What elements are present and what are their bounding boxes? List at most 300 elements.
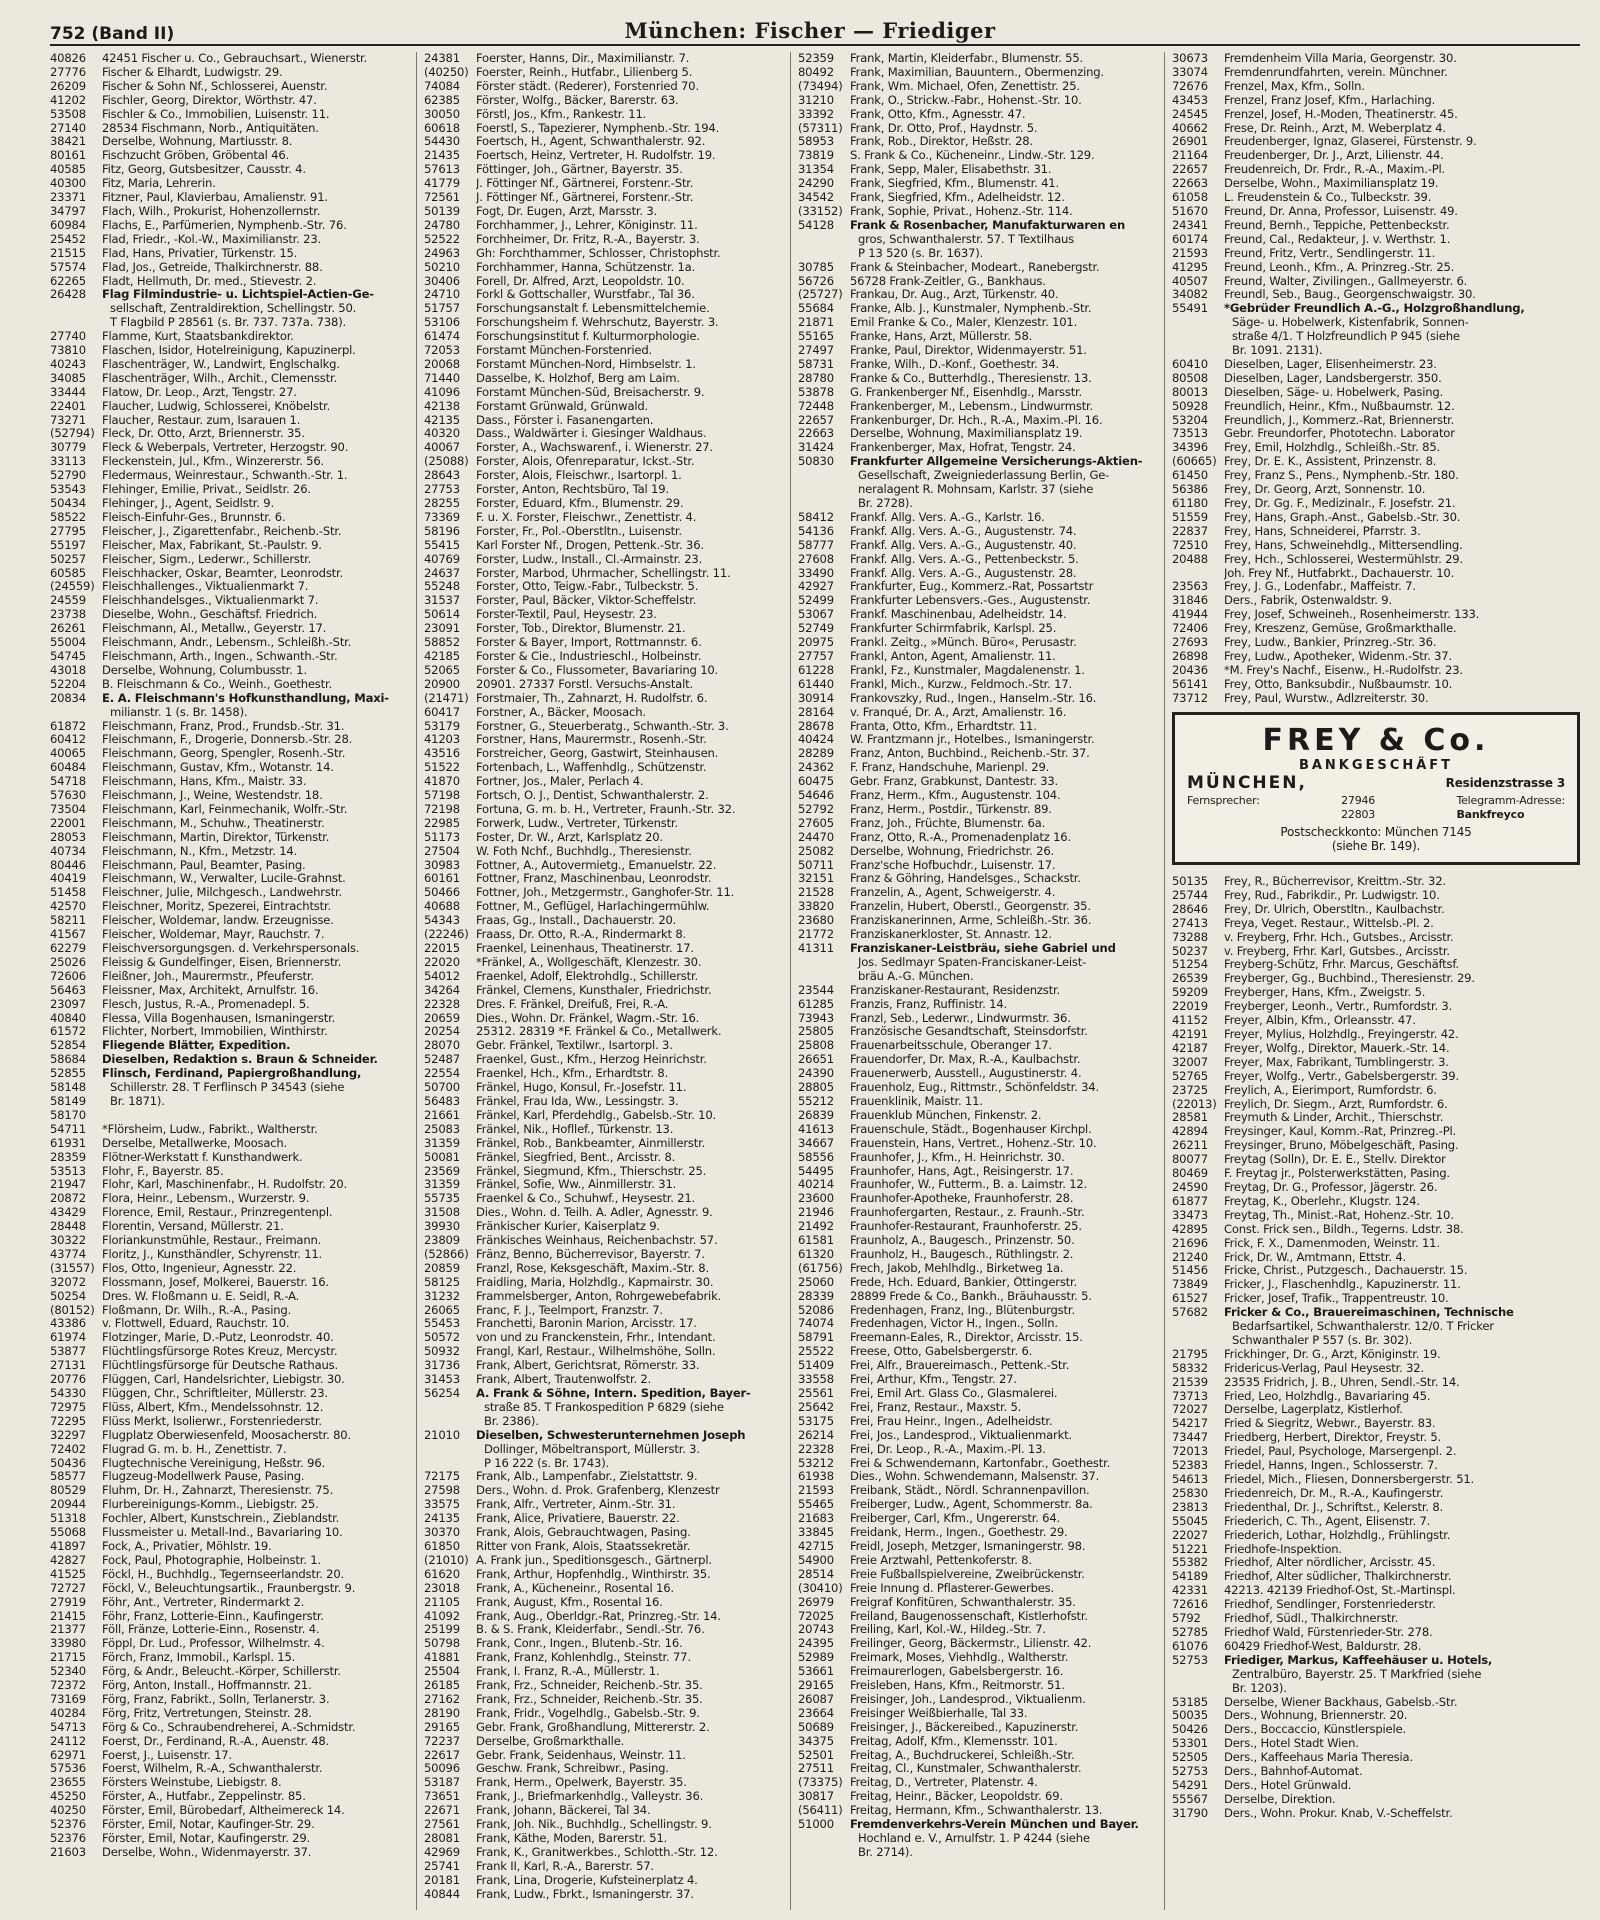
entry-phone-number: 33444 <box>50 384 86 399</box>
directory-entry <box>1172 108 1580 122</box>
entry-phone-number: 26065 <box>424 1302 460 1317</box>
entry-text: Fränkel, Clemens, Kunsthaler, Friedrichstr. <box>476 983 712 997</box>
directory-entry <box>424 163 782 177</box>
entry-phone-number: 58684 <box>50 1052 86 1067</box>
entry-text: Freytag, K., Oberlehr., Klugstr. 124. <box>1224 1194 1420 1208</box>
entry-phone-number: 24112 <box>50 1733 86 1748</box>
entry-text: Fortner, Jos., Maler, Perlach 4. <box>476 775 644 789</box>
directory-entry <box>424 1651 782 1665</box>
directory-entry <box>424 94 782 108</box>
entry-text: Freemann-Eales, R., Direktor, Arcisstr. 15. <box>850 1331 1083 1345</box>
entry-text: Foertsch, H., Agent, Schwanthalerstr. 92. <box>476 135 706 149</box>
directory-entry <box>50 539 408 553</box>
directory-entry <box>798 1707 1156 1721</box>
entry-text: Bedarfsartikel, Schwanthalerstr. 12/0. T Fricker <box>1232 1320 1494 1334</box>
entry-text: Franzl, Seb., Lederwr., Lindwurmstr. 36. <box>850 1011 1071 1025</box>
directory-entry <box>1172 400 1580 414</box>
entry-phone-number: 33575 <box>424 1497 460 1512</box>
entry-phone-number: 21528 <box>798 885 834 900</box>
directory-entry <box>424 1707 782 1721</box>
directory-entry <box>50 692 408 706</box>
directory-entry <box>1172 622 1580 636</box>
entry-phone-number: 27919 <box>50 1594 86 1609</box>
entry-phone-number: 24559 <box>50 593 86 608</box>
directory-entry <box>1172 372 1580 386</box>
entry-phone-number: 42827 <box>50 1552 86 1567</box>
directory-entry <box>424 511 782 525</box>
entry-text: Fischer & Sohn Nf., Schlosserei, Auenstr. <box>102 79 328 93</box>
directory-entry <box>50 344 408 358</box>
directory-entry <box>424 219 782 233</box>
directory-entry <box>424 900 782 914</box>
entry-phone-number: 34542 <box>798 190 834 205</box>
entry-text: Fortuna, G. m. b. H., Vertreter, Fraunh.-Str. 32. <box>476 802 736 816</box>
entry-text: Forster & Bayer, Import, Rottmannstr. 6. <box>476 636 702 650</box>
entry-phone-number: 41567 <box>50 927 86 942</box>
entry-text: Franke & Co., Butterhdlg., Theresienstr. 13. <box>850 371 1092 385</box>
entry-text: milianstr. 1 (s. Br. 1458). <box>110 705 248 719</box>
directory-entry <box>1172 135 1580 149</box>
directory-entry <box>798 400 1156 414</box>
entry-text: straße 4/1. T Holzfreundlich P 945 (siehe <box>1232 330 1460 344</box>
entry-text: Flatow, Dr. Leop., Arzt, Tengstr. 27. <box>102 385 297 399</box>
entry-phone-number: 50257 <box>50 551 86 566</box>
entry-text: Dieselben, Säge- u. Hobelwerk, Pasing. <box>1224 385 1444 399</box>
entry-text: Frauenholz, Eug., Rittmstr., Schönfeldstr. 34. <box>850 1081 1099 1095</box>
entry-phone-number: 40688 <box>424 899 460 914</box>
directory-entry <box>798 372 1156 386</box>
entry-phone-number: 21683 <box>798 1511 834 1526</box>
entry-phone-number: (22246) <box>424 927 469 942</box>
entry-phone-number: 21377 <box>50 1622 86 1637</box>
directory-entry <box>424 636 782 650</box>
directory-entry <box>424 1512 782 1526</box>
directory-entry <box>50 1568 408 1582</box>
ad-reference: (siehe Br. 149). <box>1331 839 1421 854</box>
directory-entry <box>1172 636 1580 650</box>
entry-phone-number: 43516 <box>424 746 460 761</box>
directory-entry <box>1172 931 1580 945</box>
entry-phone-number: 34082 <box>1172 287 1208 302</box>
entry-phone-number: 58577 <box>50 1469 86 1484</box>
entry-text: Fleischmann, Franz, Prod., Frundsb.-Str. 31. <box>102 719 345 733</box>
entry-phone-number: 21164 <box>1172 148 1208 163</box>
directory-entry <box>798 1220 1156 1234</box>
directory-entry <box>1172 525 1580 539</box>
directory-entry <box>50 1123 408 1137</box>
directory-entry <box>798 692 1156 706</box>
directory-entry <box>50 288 408 302</box>
directory-entry <box>424 970 782 984</box>
entry-text: Fraunhofer, Hans, Agt., Reisingerstr. 17. <box>850 1164 1074 1178</box>
directory-entry <box>1172 1626 1580 1640</box>
directory-entry <box>1172 1167 1580 1181</box>
entry-phone-number: 80013 <box>1172 384 1208 399</box>
directory-entry <box>798 1373 1156 1387</box>
entry-text: Freitag, Hermann, Kfm., Schwanthalerstr. 13. <box>850 1804 1103 1818</box>
entry-text: Freytag, Th., Minist.-Rat, Hohenz.-Str. 10. <box>1224 1208 1454 1222</box>
directory-entry <box>424 803 782 817</box>
entry-phone-number: 23371 <box>50 190 86 205</box>
directory-entry <box>1172 1181 1580 1195</box>
directory-entry <box>798 386 1156 400</box>
directory-entry <box>1172 1390 1580 1404</box>
entry-text: Frankfurter Lebensvers.-Ges., Augustenstr. <box>850 594 1091 608</box>
entry-phone-number: 43018 <box>50 662 86 677</box>
entry-text: Ders., Hotel Grünwald. <box>1224 1778 1352 1792</box>
entry-phone-number: 39930 <box>424 1219 460 1234</box>
entry-phone-number: 31453 <box>424 1372 460 1387</box>
entry-text: Förg, & Andr., Beleucht.-Körper, Schillerstr. <box>102 1665 341 1679</box>
directory-entry <box>798 1429 1156 1443</box>
entry-phone-number: 42715 <box>798 1538 834 1553</box>
entry-phone-number: 40826 <box>50 52 86 65</box>
entry-phone-number: 22001 <box>50 815 86 830</box>
entry-text: Fränkel, Sofie, Ww., Ainmillerstr. 31. <box>476 1178 677 1192</box>
entry-phone-number: 23738 <box>50 607 86 622</box>
directory-entry <box>50 553 408 567</box>
entry-phone-number: 28678 <box>798 718 834 733</box>
entry-phone-number: 20181 <box>424 1872 460 1887</box>
entry-text: Franke, Alb. J., Kunstmaler, Nymphenb.-Str. <box>850 302 1092 316</box>
entry-phone-number: 53185 <box>1172 1694 1208 1709</box>
directory-entry <box>1172 427 1580 441</box>
entry-text: Forchhammer, J., Lehrer, Königinstr. 11. <box>476 218 698 232</box>
entry-phone-number: 42927 <box>798 579 834 594</box>
directory-entry <box>50 942 408 956</box>
entry-phone-number: 72237 <box>424 1733 460 1748</box>
entry-phone-number: 21603 <box>50 1844 86 1859</box>
entry-text: Gh: Forchthammer, Schlosser, Christophstr. <box>476 246 721 260</box>
entry-text: J. Föttinger Nf., Gärtnerei, Forstenr.-Str. <box>476 177 694 191</box>
directory-entry <box>798 998 1156 1012</box>
entry-text: Frick, Dr. W., Amtmann, Ettstr. 4. <box>1224 1250 1407 1264</box>
entry-phone-number: 41613 <box>798 1121 834 1136</box>
directory-entry <box>424 302 782 316</box>
entry-phone-number: 34667 <box>798 1135 834 1150</box>
directory-entry <box>50 261 408 275</box>
entry-phone-number: 25744 <box>1172 887 1208 902</box>
entry-phone-number: 28643 <box>424 468 460 483</box>
entry-phone-number: 23018 <box>424 1580 460 1595</box>
entry-text: 28899 Frede & Co., Bankh., Bräuhausstr. 5. <box>850 1289 1092 1303</box>
entry-text: Ders., Boccaccio, Künstlerspiele. <box>1224 1723 1406 1737</box>
directory-entry <box>424 1276 782 1290</box>
entry-phone-number: 43453 <box>1172 92 1208 107</box>
entry-phone-number: 61620 <box>424 1566 460 1581</box>
entry-text: Frank, I. Franz, R.-A., Müllerstr. 1. <box>476 1665 660 1679</box>
directory-entry <box>50 650 408 664</box>
entry-phone-number: 25452 <box>50 231 86 246</box>
entry-text: Flachs, E., Parfümerien, Nymphenb.-Str. 76. <box>102 218 347 232</box>
entry-text: Franke, Wilh., D.-Konf., Goethestr. 34. <box>850 357 1059 371</box>
entry-phone-number: 55684 <box>798 301 834 316</box>
entry-phone-number: 53212 <box>798 1455 834 1470</box>
entry-phone-number: 72053 <box>424 343 460 358</box>
entry-text: Franz, Otto, R.-A., Promenadenplatz 16. <box>850 830 1071 844</box>
directory-entry <box>1172 958 1580 972</box>
entry-phone-number: 50035 <box>1172 1708 1208 1723</box>
directory-entry <box>424 1025 782 1039</box>
entry-phone-number: 55567 <box>1172 1791 1208 1806</box>
directory-entry <box>50 580 408 594</box>
entry-text: Forster, A., Wachswarenf., i. Wienerstr. 27. <box>476 441 713 455</box>
directory-entry <box>424 1804 782 1818</box>
entry-phone-number: 41881 <box>424 1650 460 1665</box>
entry-phone-number: 51409 <box>798 1358 834 1373</box>
directory-entry <box>798 1067 1156 1081</box>
entry-phone-number: 24637 <box>424 565 460 580</box>
entry-phone-number: 25504 <box>424 1664 460 1679</box>
entry-phone-number: 34375 <box>798 1733 834 1748</box>
directory-entry <box>50 1651 408 1665</box>
entry-phone-number: 55197 <box>50 537 86 552</box>
entry-phone-number: 51318 <box>50 1511 86 1526</box>
entry-phone-number: 51559 <box>1172 509 1208 524</box>
entry-phone-number: 73943 <box>798 1010 834 1025</box>
directory-entry <box>424 1137 782 1151</box>
entry-text: Frank, Alice, Privatiere, Bauerstr. 22. <box>476 1512 680 1526</box>
entry-phone-number: 21772 <box>798 927 834 942</box>
directory-entry <box>1172 205 1580 219</box>
entry-text: Dies., Wohn. d. Teilh. A. Adler, Agnesstr. 9. <box>476 1206 713 1220</box>
directory-entry <box>1172 1709 1580 1723</box>
entry-text: 60429 Friedhof-West, Baldurstr. 28. <box>1224 1639 1422 1653</box>
entry-phone-number: 21795 <box>1172 1346 1208 1361</box>
entry-text: Frank, J., Briefmarkenhdlg., Valleystr. 36. <box>476 1790 704 1804</box>
directory-entry <box>50 205 408 219</box>
directory-entry <box>50 149 408 163</box>
entry-text: Frank II, Karl, R.-A., Barerstr. 57. <box>476 1859 654 1873</box>
entry-phone-number <box>1172 1320 1224 1334</box>
entry-text: von und zu Franckenstein, Frhr., Intendant. <box>476 1331 716 1345</box>
entry-text: Flehinger, Emilie, Privat., Seidlstr. 26. <box>102 483 311 497</box>
directory-entry <box>798 94 1156 108</box>
directory-entry <box>424 1095 782 1109</box>
directory-entry <box>1172 1529 1580 1543</box>
directory-entry <box>1172 1459 1580 1473</box>
entry-text: Fitzner, Paul, Klavierbau, Amalienstr. 91. <box>102 191 328 205</box>
entry-phone-number: 23813 <box>1172 1499 1208 1514</box>
entry-phone-number: 58125 <box>424 1274 460 1289</box>
directory-entry <box>798 775 1156 789</box>
directory-entry <box>424 275 782 289</box>
entry-phone-number: 80508 <box>1172 370 1208 385</box>
entry-phone-number: (24559) <box>50 579 95 594</box>
entry-phone-number: 42191 <box>1172 1027 1208 1041</box>
entry-text: Flora, Heinr., Lebensm., Wurzerstr. 9. <box>102 1192 310 1206</box>
directory-entry <box>50 1387 408 1401</box>
directory-entry <box>50 1762 408 1776</box>
directory-entry <box>798 1248 1156 1262</box>
directory-entry <box>424 1206 782 1220</box>
entry-text: Frede, Hch. Eduard, Bankier, Öttingerstr. <box>850 1275 1078 1289</box>
entry-text: Förg, Fritz, Vertretungen, Steinstr. 28. <box>102 1706 312 1720</box>
entry-phone-number: 27740 <box>50 329 86 344</box>
entry-text: Freund, Bernh., Teppiche, Pettenbeckstr. <box>1224 218 1450 232</box>
entry-text: Frank, Sepp, Maler, Elisabethstr. 31. <box>850 163 1052 177</box>
entry-text: Forchhammer, Hanna, Schützenstr. 1a. <box>476 260 696 274</box>
directory-entry <box>50 1832 408 1846</box>
entry-text: Franz, Joh., Früchte, Blumenstr. 6a. <box>850 816 1046 830</box>
entry-text: Fränkel, Frau Ida, Ww., Lessingstr. 3. <box>476 1094 679 1108</box>
entry-phone-number: 73169 <box>50 1691 86 1706</box>
entry-text: Fleischhacker, Oskar, Beamter, Leonrodstr. <box>102 566 343 580</box>
entry-phone-number: 33392 <box>798 106 834 121</box>
directory-entry <box>50 135 408 149</box>
directory-entry <box>1172 1056 1580 1070</box>
entry-text: Frauenschule, Städt., Bogenhauser Kirchpl. <box>850 1122 1092 1136</box>
entry-text: Frey, Dr. E. K., Assistent, Prinzenstr. 8. <box>1224 455 1437 469</box>
entry-text: Frankfurter Allgemeine Versicherungs-Aktien- <box>850 455 1143 469</box>
entry-phone-number: 21240 <box>1172 1249 1208 1264</box>
entry-text: Fränkisches Weinhaus, Reichenbachstr. 57. <box>476 1234 718 1248</box>
entry-text: Förstl, Jos., Kfm., Rankestr. 11. <box>476 107 647 121</box>
entry-phone-number: 71440 <box>424 370 460 385</box>
entry-text: Frauenarbeitsschule, Oberanger 17. <box>850 1039 1052 1053</box>
entry-text: Förster, A., Hutfabr., Zeppelinstr. 85. <box>102 1790 306 1804</box>
directory-entry <box>798 664 1156 678</box>
directory-entry <box>424 1888 782 1902</box>
entry-phone-number: 55735 <box>424 1191 460 1206</box>
directory-entry <box>798 1081 1156 1095</box>
directory-column-3 <box>798 52 1156 1912</box>
entry-text: Fleischmann, Andr., Lebensm., Schleißh.-Str. <box>102 636 352 650</box>
entry-phone-number: 57574 <box>50 259 86 274</box>
entry-phone-number: 61076 <box>1172 1638 1208 1653</box>
entry-text: Franzl, Rose, Keksgeschäft, Maxim.-Str. 8. <box>476 1261 709 1275</box>
directory-entry <box>424 358 782 372</box>
directory-entry <box>50 1415 408 1429</box>
directory-entry <box>798 1512 1156 1526</box>
entry-phone-number: 40507 <box>1172 273 1208 288</box>
directory-entry <box>424 789 782 803</box>
directory-entry <box>798 650 1156 664</box>
entry-text: Fraenkel, Adolf, Elektrohdlg., Schillerstr. <box>476 969 698 983</box>
entry-text: Dieselben, Schwesterunternehmen Joseph <box>476 1428 746 1442</box>
directory-entry <box>424 1401 782 1415</box>
directory-entry <box>798 219 1156 233</box>
entry-phone-number: 27497 <box>798 343 834 358</box>
entry-phone-number: 21661 <box>424 1107 460 1122</box>
entry-text: Freudenberger, Ignaz, Glaserei, Fürstenstr. 9. <box>1224 135 1477 149</box>
entry-phone-number: 25808 <box>798 1038 834 1053</box>
entry-text: Forstamt Grünwald, Grünwald. <box>476 399 649 413</box>
entry-text: Freiberger, Carl, Kfm., Ungererstr. 64. <box>850 1512 1061 1526</box>
entry-phone-number: 51221 <box>1172 1541 1208 1556</box>
directory-entry <box>798 636 1156 650</box>
entry-text: Freylich, A., Eierimport, Rumfordstr. 6. <box>1224 1083 1437 1097</box>
entry-phone-number: 29165 <box>424 1719 460 1734</box>
directory-entry <box>424 1345 782 1359</box>
entry-text: Freundlich, J., Kommerz.-Rat, Briennerstr. <box>1224 413 1455 427</box>
entry-text: Freitag, A., Buchdruckerei, Schleißh.-Str. <box>850 1748 1075 1762</box>
entry-text: Franzis, Franz, Ruffinistr. 14. <box>850 997 1007 1011</box>
directory-entry <box>50 1498 408 1512</box>
entry-phone-number: 40320 <box>424 426 460 441</box>
entry-phone-number: 53106 <box>424 315 460 330</box>
directory-entry <box>424 1192 782 1206</box>
directory-entry <box>424 469 782 483</box>
entry-phone-number: 50135 <box>1172 874 1208 889</box>
directory-entry <box>1172 1125 1580 1139</box>
entry-phone-number: 61450 <box>1172 468 1208 483</box>
directory-entry <box>424 1762 782 1776</box>
entry-text: Fraenkel, Leinenhaus, Theatinerstr. 17. <box>476 942 694 955</box>
entry-text: Br. 1091. 2131). <box>1232 344 1323 358</box>
entry-phone-number: 72372 <box>50 1678 86 1693</box>
entry-text: Foerster, Hanns, Dir., Maximilianstr. 7. <box>476 52 690 65</box>
entry-phone-number: 74074 <box>798 1316 834 1331</box>
entry-phone-number: 33490 <box>798 565 834 580</box>
directory-entry <box>798 706 1156 720</box>
entry-phone-number: 52383 <box>1172 1458 1208 1473</box>
directory-entry <box>798 1526 1156 1540</box>
entry-phone-number: 58791 <box>798 1330 834 1345</box>
entry-text: Frangl, Karl, Restaur., Wilhelmshöhe, Solln. <box>476 1345 716 1359</box>
entry-phone-number: 54136 <box>798 523 834 538</box>
entry-text: Freyer, Mylius, Holzhdlg., Freyingerstr. 42. <box>1224 1028 1459 1041</box>
entry-text: Derselbe, Wohn., Maximiliansplatz 19. <box>1224 177 1439 191</box>
directory-entry <box>798 567 1156 581</box>
entry-phone-number: 22015 <box>424 941 460 955</box>
entry-phone-number: 61320 <box>798 1246 834 1261</box>
directory-entry <box>798 149 1156 163</box>
directory-entry <box>424 553 782 567</box>
entry-phone-number: 41152 <box>1172 1013 1208 1028</box>
entry-phone-number: 34396 <box>1172 440 1208 455</box>
entry-phone-number: 28805 <box>798 1080 834 1095</box>
directory-entry <box>424 247 782 261</box>
directory-entry <box>50 1039 408 1053</box>
entry-text: Br. 1871). <box>110 1094 165 1108</box>
entry-text: Förster, Emil, Bürobedarf, Altheimereck 14. <box>102 1804 345 1818</box>
entry-phone-number: 50830 <box>798 454 834 469</box>
entry-phone-number: 24362 <box>798 760 834 775</box>
directory-entry <box>1172 1640 1580 1654</box>
directory-entry <box>50 302 408 316</box>
entry-phone-number: 28164 <box>798 704 834 719</box>
entry-phone-number: 30983 <box>424 857 460 872</box>
directory-entry <box>798 1804 1156 1818</box>
entry-phone-number: 51254 <box>1172 957 1208 972</box>
directory-entry <box>1172 1042 1580 1056</box>
directory-entry <box>1172 1348 1580 1362</box>
entry-text: Frank, Wm. Michael, Ofen, Zenettistr. 25. <box>850 79 1080 93</box>
directory-entry <box>424 664 782 678</box>
directory-entry <box>1172 1737 1580 1751</box>
entry-text: Frenzel, Franz Josef, Kfm., Harlaching. <box>1224 93 1436 107</box>
directory-entry <box>798 358 1156 372</box>
entry-text: Frank, Sophie, Privat., Hohenz.-Str. 114. <box>850 204 1073 218</box>
entry-text: Fottner, A., Autovermietg., Emanuelstr. 22. <box>476 858 717 872</box>
directory-entry <box>50 636 408 650</box>
entry-phone-number: 54900 <box>798 1552 834 1567</box>
entry-text: Flinsch, Ferdinand, Papiergroßhandlung, <box>102 1067 362 1081</box>
entry-phone-number: 51458 <box>50 885 86 900</box>
entry-phone-number: 40840 <box>50 1010 86 1025</box>
directory-entry <box>50 747 408 761</box>
directory-entry <box>50 1776 408 1790</box>
entry-text: Flehinger, J., Agent, Seidlstr. 9. <box>102 497 274 510</box>
entry-text: Fried & Siegritz, Webwr., Bayerstr. 83. <box>1224 1417 1436 1431</box>
directory-entry <box>50 831 408 845</box>
entry-text: Frey, Hans, Schneiderei, Pfarrstr. 3. <box>1224 524 1421 538</box>
directory-entry <box>798 1721 1156 1735</box>
directory-entry <box>798 1123 1156 1137</box>
entry-text: Freudenberger, Dr. J., Arzt, Lilienstr. 44. <box>1224 149 1444 163</box>
ad-firm-name: FREY & Co. <box>1262 722 1490 758</box>
